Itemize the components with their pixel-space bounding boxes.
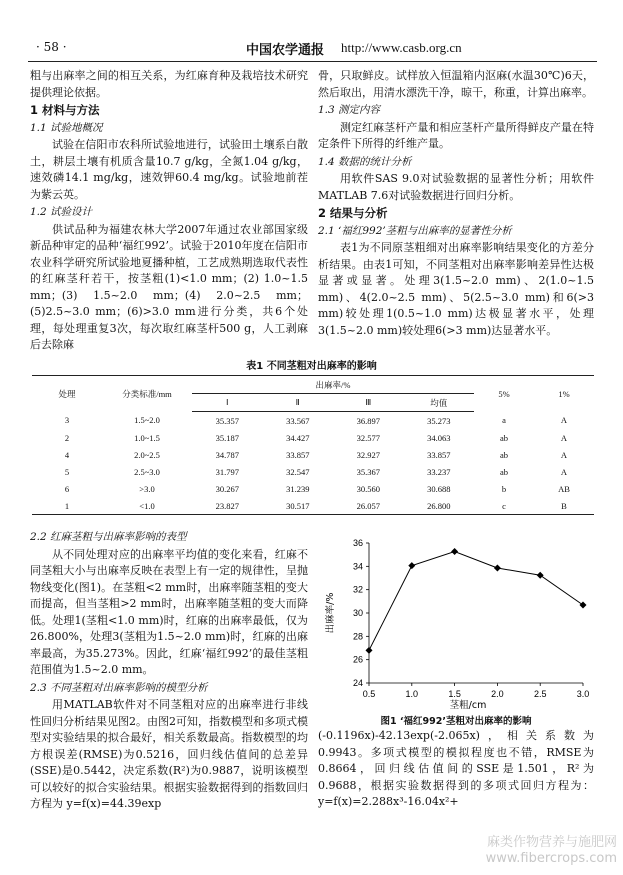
table-cell: 36.897 [356, 415, 380, 426]
figure-caption: 图1 ‘福红992’茎粗对出麻率的影响 [380, 716, 532, 727]
paragraph: 用MATLAB软件对不同茎粗对应的出麻率进行非线性回归分析结果见图2。由图2可知，指数模型和多项式模型对实验结果的拟合最好，相关系数最高。指数模型的均方根误差(RMSE)为0.5216，回归线估值间的总差异(SSE)是0.5442，决定系数(R²)为0.9887，说明该模型可以较好的拟合实验结果。根据实验数据得到的指数回归方程为 y=f(x)=44.39exp [30, 698, 308, 810]
table-cell: 35.367 [356, 466, 380, 477]
table-cell: 32.577 [356, 432, 380, 443]
table-cell: 23.827 [192, 497, 263, 515]
paragraph: 用软件SAS 9.0对试验数据的显著性分析；用软件MATLAB 7.6对试验数据进行回归分析。 [318, 172, 594, 202]
watermark-line: 麻类作物营养与施肥网 [486, 835, 617, 850]
table-header: 1% [534, 376, 594, 412]
table-cell: 30.517 [263, 497, 334, 515]
table-cell: B [534, 497, 594, 515]
table-header: 出麻率/% [192, 376, 474, 394]
series-line [369, 552, 583, 651]
table-cell: 2 [64, 432, 70, 443]
table-row [32, 480, 594, 497]
section-heading: 2 结果与分析 [318, 206, 388, 220]
paragraph: (-0.1196x)-42.13exp(-2.065x)，相关系数为0.9943。多项式模型的模拟程度也不错，RMSE为0.8664，回归线估值间的SSE是1.501，R²为0.9688，根据实验数据得到的多项式回归方程为：y=f(x)=2.288x³-16.04x²+ [318, 729, 594, 808]
y-tick-label: 30 [352, 608, 363, 618]
table-cell: 4 [64, 449, 70, 460]
x-tick-label: 0.5 [362, 689, 376, 699]
table-cell: 5 [64, 466, 70, 477]
y-tick-label: 26 [352, 654, 363, 665]
table-cell: A [560, 432, 568, 443]
table-cell: 35.187 [215, 432, 239, 443]
data-point [580, 601, 587, 608]
section-heading: 1 材料与方法 [30, 103, 100, 117]
figure-1-chart [325, 533, 593, 711]
y-tick-label: 34 [352, 561, 363, 572]
table-cell: 31.239 [286, 483, 310, 494]
paragraph: 骨，只取鲜皮。试样放入恒温箱内沤麻(水温30℃)6天，然后取出，用清水漂洗干净，晾干，称重，计算出麻率。 [318, 69, 594, 99]
table-cell: 2.5~3.0 [134, 466, 160, 477]
results-table [32, 375, 594, 515]
chart-marks [366, 548, 587, 654]
right-column-top [318, 68, 594, 339]
paragraph: 测定红麻茎杆产量和相应茎杆产量所得鲜皮产量在特定条件下所得的纤维产量。 [318, 120, 594, 150]
table-cell: A [560, 415, 568, 426]
left-column-top [30, 68, 308, 354]
table-cell: 33.237 [427, 466, 451, 477]
table-cell: b [501, 483, 507, 494]
table-header: 分类标准/mm [102, 376, 192, 412]
paragraph: 供试品种为福建农林大学2007年通过农业部国家级新品种审定的品种‘福红992’。试验于2010年度在信阳市农业科学研究所试验地夏播种植，工艺成熟期选取代表性的红麻茎秆若干，按茎粗(1)<1.0 mm；(2) 1.0~1.5 mm；(3) 1.5~2.0 mm；(4) 2.0~2.5 mm；(5)2.5~3.0 mm；(6)>3.0 mm进行分类，共6个处理，每处理重复3次，每次取红麻茎杆500 g，人工剥麻后去除麻 [30, 222, 308, 351]
table-cell: 33.857 [286, 449, 310, 460]
table-cell: 31.797 [215, 466, 239, 477]
data-point [451, 548, 458, 555]
x-tick-label: 2.0 [491, 689, 504, 699]
y-tick-label: 36 [352, 538, 363, 548]
right-column-bottom [318, 728, 594, 811]
watermark [486, 835, 617, 867]
x-tick-label: 2.5 [533, 689, 547, 699]
table-caption: 表1 不同茎粗对出麻率的影响 [246, 361, 377, 372]
y-tick-label: 24 [352, 678, 363, 688]
subsection-heading: 1.3 测定内容 [318, 104, 381, 116]
table-cell: <1.0 [102, 497, 192, 515]
subsection-heading: 1.2 试验设计 [30, 206, 93, 218]
table-header: 处理 [32, 376, 102, 412]
subsection-heading: 2.2 红麻茎粗与出麻率影响的表型 [30, 531, 187, 543]
table-cell: ab [499, 449, 509, 460]
table-cell: 33.567 [286, 415, 310, 426]
table-cell: 35.357 [215, 415, 239, 426]
table-cell: 26.800 [404, 497, 475, 515]
table-subheader: Ⅰ [192, 394, 263, 412]
data-point [494, 565, 501, 572]
table-cell: 3 [64, 415, 70, 426]
table-row [32, 412, 594, 430]
table-cell: a [502, 415, 506, 426]
x-tick-label: 1.0 [405, 689, 419, 699]
x-axis-label: 茎粗/cm [449, 700, 487, 711]
table-cell: 33.857 [427, 449, 451, 460]
table-cell: 1.0~1.5 [134, 432, 160, 443]
journal-name: 中国农学通报 [246, 43, 325, 58]
table-cell: ab [499, 466, 509, 477]
table-cell: 30.560 [356, 483, 380, 494]
data-point [366, 647, 373, 654]
table-cell: A [560, 466, 568, 477]
y-axis-label: 出麻率/% [325, 592, 336, 634]
table-row [32, 429, 594, 446]
table-cell: 1.5~2.0 [134, 415, 160, 426]
subsection-heading: 2.1 ‘福红992’茎粗与出麻率的显著性分析 [318, 224, 512, 237]
table-row [32, 463, 594, 480]
table-subheader: Ⅱ [263, 394, 334, 412]
page-header [28, 38, 597, 58]
table-subheader: Ⅲ [333, 394, 404, 412]
table-cell: 2.0~2.5 [134, 449, 160, 460]
y-tick-label: 28 [352, 631, 363, 642]
table-cell: 32.927 [356, 449, 380, 460]
table-cell: c [474, 497, 534, 515]
table-cell: 6 [64, 483, 70, 494]
table-cell: 34.063 [427, 432, 451, 443]
table-cell: A [560, 449, 568, 460]
paragraph: 试验在信阳市农科所试验地进行，试验田土壤系白散土，耕层土壤有机质含量10.7 g/kg，全氮1.04 g/kg，速效磷14.1 mg/kg，速效钾60.4 mg/kg。试验地前茬为紫云英。 [30, 138, 308, 201]
subsection-heading: 1.1 试验地概况 [30, 121, 103, 134]
x-tick-label: 3.0 [576, 689, 590, 699]
table-cell: 30.688 [427, 483, 451, 494]
paragraph: 粗与出麻率之间的相互关系，为红麻育种及栽培技术研究提供理论依据。 [30, 69, 308, 99]
watermark-line: www.fibercrops.com [485, 851, 617, 866]
header-rule [28, 61, 597, 62]
chart-axes [353, 538, 589, 699]
data-point [537, 572, 544, 579]
table-cell: 34.427 [286, 432, 310, 443]
subsection-heading: 1.4 数据的统计分析 [318, 155, 412, 168]
table-cell: ab [499, 432, 509, 443]
table-subheader: 均值 [404, 394, 475, 412]
x-tick-label: 1.5 [448, 689, 461, 699]
table-cell: 34.787 [215, 449, 239, 460]
table-cell: AB [558, 483, 570, 494]
journal-url: http://www.casb.org.cn [341, 40, 462, 55]
table-cell: 35.273 [427, 415, 451, 426]
paragraph: 从不同处理对应的出麻率平均值的变化来看，红麻不同茎粗大小与出麻率反映在表型上有一定的规律性，呈抛物线变化(图1)。在茎粗<2 mm时，出麻率随茎粗的变大而提高，但当茎粗>2 mm时，出麻率随茎粗的变大而降低。处理1(茎粗<1.0 mm)时，红麻的出麻率最低，仅为26.800%，处理3(茎粗为1.5~2.0 mm)时，红麻的出麻率最高，为35.273%。因此，红麻‘福红992’的最佳茎粗范围值为1.5~2.0 mm。 [30, 547, 308, 676]
y-tick-label: 32 [352, 584, 363, 595]
table-row [32, 446, 594, 463]
table-header: 5% [474, 376, 534, 412]
table-cell: >3.0 [139, 483, 155, 494]
paragraph: 表1为不同原茎粗细对出麻率影响结果变化的方差分析结果。由表1可知，不同茎粗对出麻率影响差异性达极显著或显著。处理3(1.5~2.0 mm)、2(1.0~1.5 mm)、4(2.0~2.5 mm)、5(2.5~3.0 mm)和6(>3 mm)较处理1(0.5~1.0 mm)达极显著水平，处理3(1.5~2.0 mm)较处理6(>3 mm)达显著水平。 [318, 241, 594, 337]
table-cell: 26.057 [333, 497, 404, 515]
page-number: · 58 · [36, 40, 67, 54]
table-row [32, 497, 594, 515]
table-cell: 32.547 [286, 466, 310, 477]
data-point [408, 562, 415, 569]
left-column-bottom [30, 528, 308, 813]
table-cell: 1 [32, 497, 102, 515]
subsection-heading: 2.3 不同茎粗对出麻率影响的模型分析 [30, 681, 208, 694]
table-cell: 30.267 [215, 483, 239, 494]
